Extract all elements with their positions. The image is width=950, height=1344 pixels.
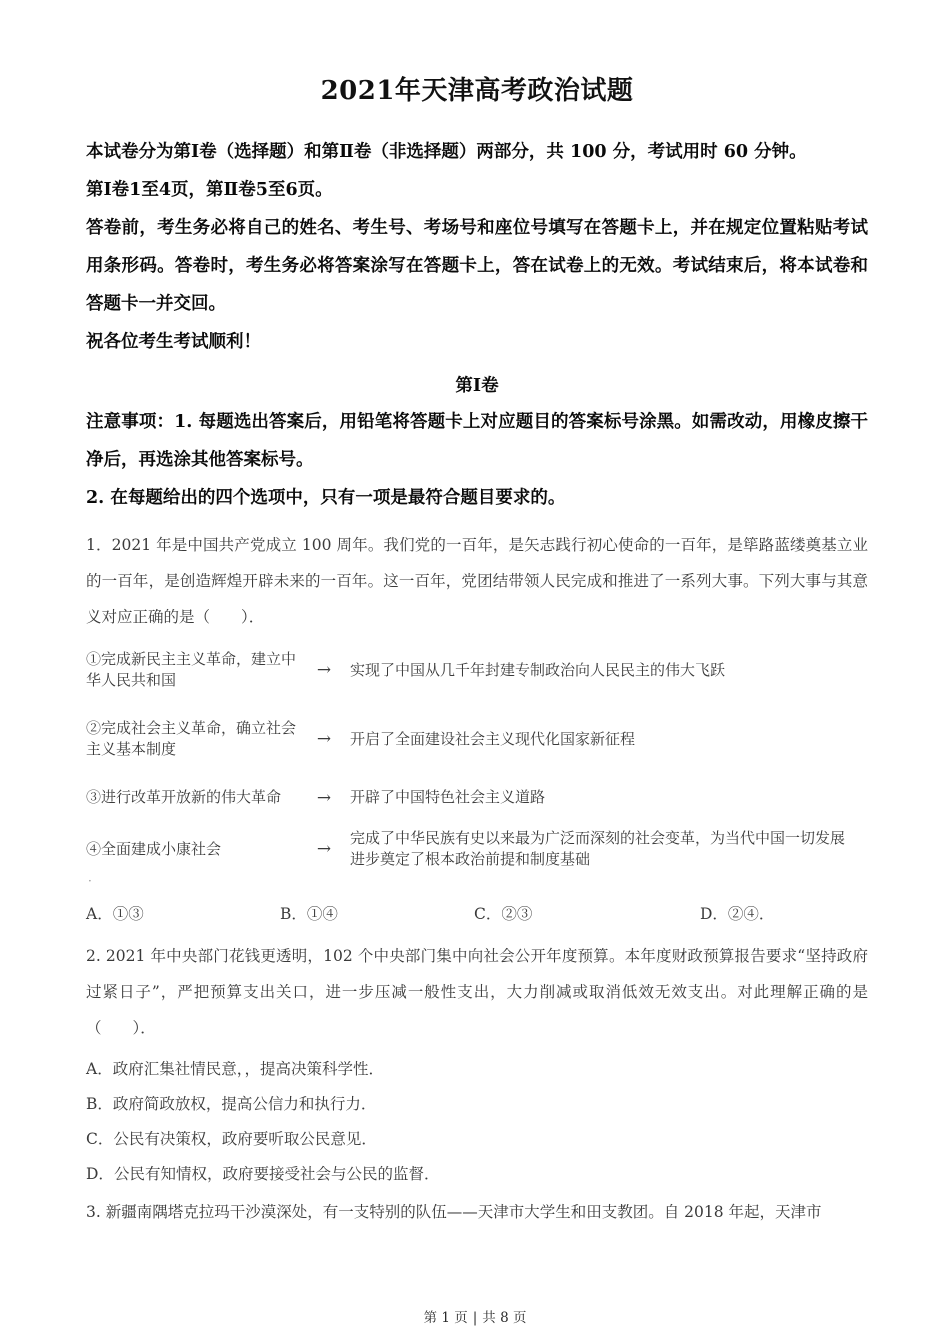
question-1-stem: 1．2021 年是中国共产党成立 100 周年。我们党的一百年，是矢志践行初心使命的一百年，是筚路蓝缕奠基立业的一百年，是创造辉煌开辟未来的一百年。这一百年，党团结带领人民完成和推进了一系列大事。下列大事与其意义对应正确的是（ ）． bbox=[86, 536, 868, 627]
footer-separator: | bbox=[472, 1310, 478, 1326]
choice-a[interactable]: A．①③ bbox=[86, 905, 144, 924]
table-row bbox=[86, 649, 846, 691]
question-1 bbox=[86, 527, 868, 635]
exam-instructions bbox=[86, 133, 868, 361]
page-content bbox=[86, 0, 868, 1230]
section-heading-volume-1: 第Ⅰ卷 bbox=[455, 376, 499, 397]
page-footer bbox=[0, 1306, 950, 1326]
choice-a-text: 政府汇集社情民意，，提高决策科学性． bbox=[112, 1060, 384, 1079]
choice-d-letter: D． bbox=[86, 1165, 114, 1184]
arrow-icon: → bbox=[316, 729, 332, 750]
instruction-paragraph-2: 第Ⅰ卷1至4页，第Ⅱ卷5至6页。 bbox=[86, 180, 333, 201]
row-spacer bbox=[86, 808, 846, 828]
row-spacer bbox=[86, 760, 846, 787]
question-3-stem: 3. 新疆南隅塔克拉玛干沙漠深处，有一支特别的队伍——天津市大学生和田支教团。自 2018 年起，天津市 bbox=[86, 1203, 822, 1222]
instruction-paragraph-3: 答卷前，考生务必将自己的姓名、考生号、考场号和座位号填写在答题卡上，并在规定位置粘贴考试用条形码。答卷时，考生务必将答案涂写在答题卡上，答在试卷上的无效。考试结束后，将本试卷和答题卡一并交回。 bbox=[86, 218, 868, 315]
choice-a[interactable] bbox=[86, 1052, 868, 1087]
footer-current-page: 第 1 页 bbox=[423, 1310, 468, 1326]
question-2-stem: 2. 2021 年中央部门花钱更透明，102 个中央部门集中向社会公开年度预算。本年度财政预算报告要求“坚持政府过紧日子”，严把预算支出关口，进一步压减一般性支出，大力削减或取消低效无效支出。对此理解正确的是（ ）． bbox=[86, 947, 868, 1038]
choice-c[interactable] bbox=[86, 1122, 868, 1157]
choice-a-letter: A． bbox=[86, 1060, 113, 1079]
match-left-1: ①完成新民主主义革命，建立中华人民共和国 bbox=[86, 650, 297, 690]
notice-block bbox=[86, 403, 868, 517]
choice-d-text: 公民有知情权，政府要接受社会与公民的监督． bbox=[113, 1165, 440, 1184]
footer-total-pages: 共 8 页 bbox=[482, 1310, 527, 1326]
match-right-2: 开启了全面建设社会主义现代化国家新征程 bbox=[350, 729, 636, 748]
choice-b[interactable]: B．①④ bbox=[280, 905, 338, 924]
match-right-4: 完成了中华民族有史以来最为广泛而深刻的社会变革，为当代中国一切发展进步奠定了根本政治前提和制度基础 bbox=[350, 829, 846, 869]
arrow-icon: → bbox=[316, 787, 332, 808]
choice-d[interactable]: D．②④． bbox=[700, 905, 775, 924]
choice-c-letter: C． bbox=[86, 1130, 114, 1149]
match-right-3: 开辟了中国特色社会主义道路 bbox=[350, 788, 546, 807]
match-left-2: ②完成社会主义革命，确立社会主义基本制度 bbox=[86, 719, 297, 759]
notice-item-1: 注意事项：1. 每题选出答案后，用铅笔将答题卡上对应题目的答案标号涂黑。如需改动，用橡皮擦干净后，再选涂其他答案标号。 bbox=[86, 412, 868, 471]
row-spacer bbox=[86, 691, 846, 718]
question-1-matching-table bbox=[86, 649, 846, 870]
page-title: 2021年天津高考政治试题 bbox=[320, 76, 634, 106]
match-left-3: ③进行改革开放新的伟大革命 bbox=[86, 788, 282, 807]
instruction-paragraph-4: 祝各位考生考试顺利！ bbox=[86, 332, 261, 353]
choice-b-letter: B． bbox=[86, 1095, 113, 1114]
stray-mark: · bbox=[88, 874, 92, 889]
question-2-choices bbox=[86, 1052, 868, 1192]
arrow-icon: → bbox=[316, 660, 332, 681]
question-1-choices bbox=[86, 902, 868, 936]
match-left-4: ④全面建成小康社会 bbox=[86, 839, 222, 858]
question-2 bbox=[86, 938, 868, 1046]
choice-c-text: 公民有决策权，政府要听取公民意见． bbox=[113, 1130, 377, 1149]
table-row bbox=[86, 787, 846, 808]
choice-b-text: 政府简政放权，提高公信力和执行力． bbox=[112, 1095, 377, 1114]
choice-b[interactable] bbox=[86, 1087, 868, 1122]
choice-d[interactable] bbox=[86, 1157, 868, 1192]
choice-c[interactable]: C．②③ bbox=[474, 905, 533, 924]
match-right-1: 实现了中国从几千年封建专制政治向人民民主的伟大飞跃 bbox=[350, 660, 726, 679]
arrow-icon: → bbox=[316, 839, 332, 860]
table-row bbox=[86, 828, 846, 870]
notice-item-2: 2. 在每题给出的四个选项中，只有一项是最符合题目要求的。 bbox=[86, 488, 566, 509]
question-3 bbox=[86, 1194, 868, 1230]
table-row bbox=[86, 718, 846, 760]
instruction-paragraph-1: 本试卷分为第Ⅰ卷（选择题）和第Ⅱ卷（非选择题）两部分，共 100 分，考试用时 60 分钟。 bbox=[86, 142, 807, 163]
